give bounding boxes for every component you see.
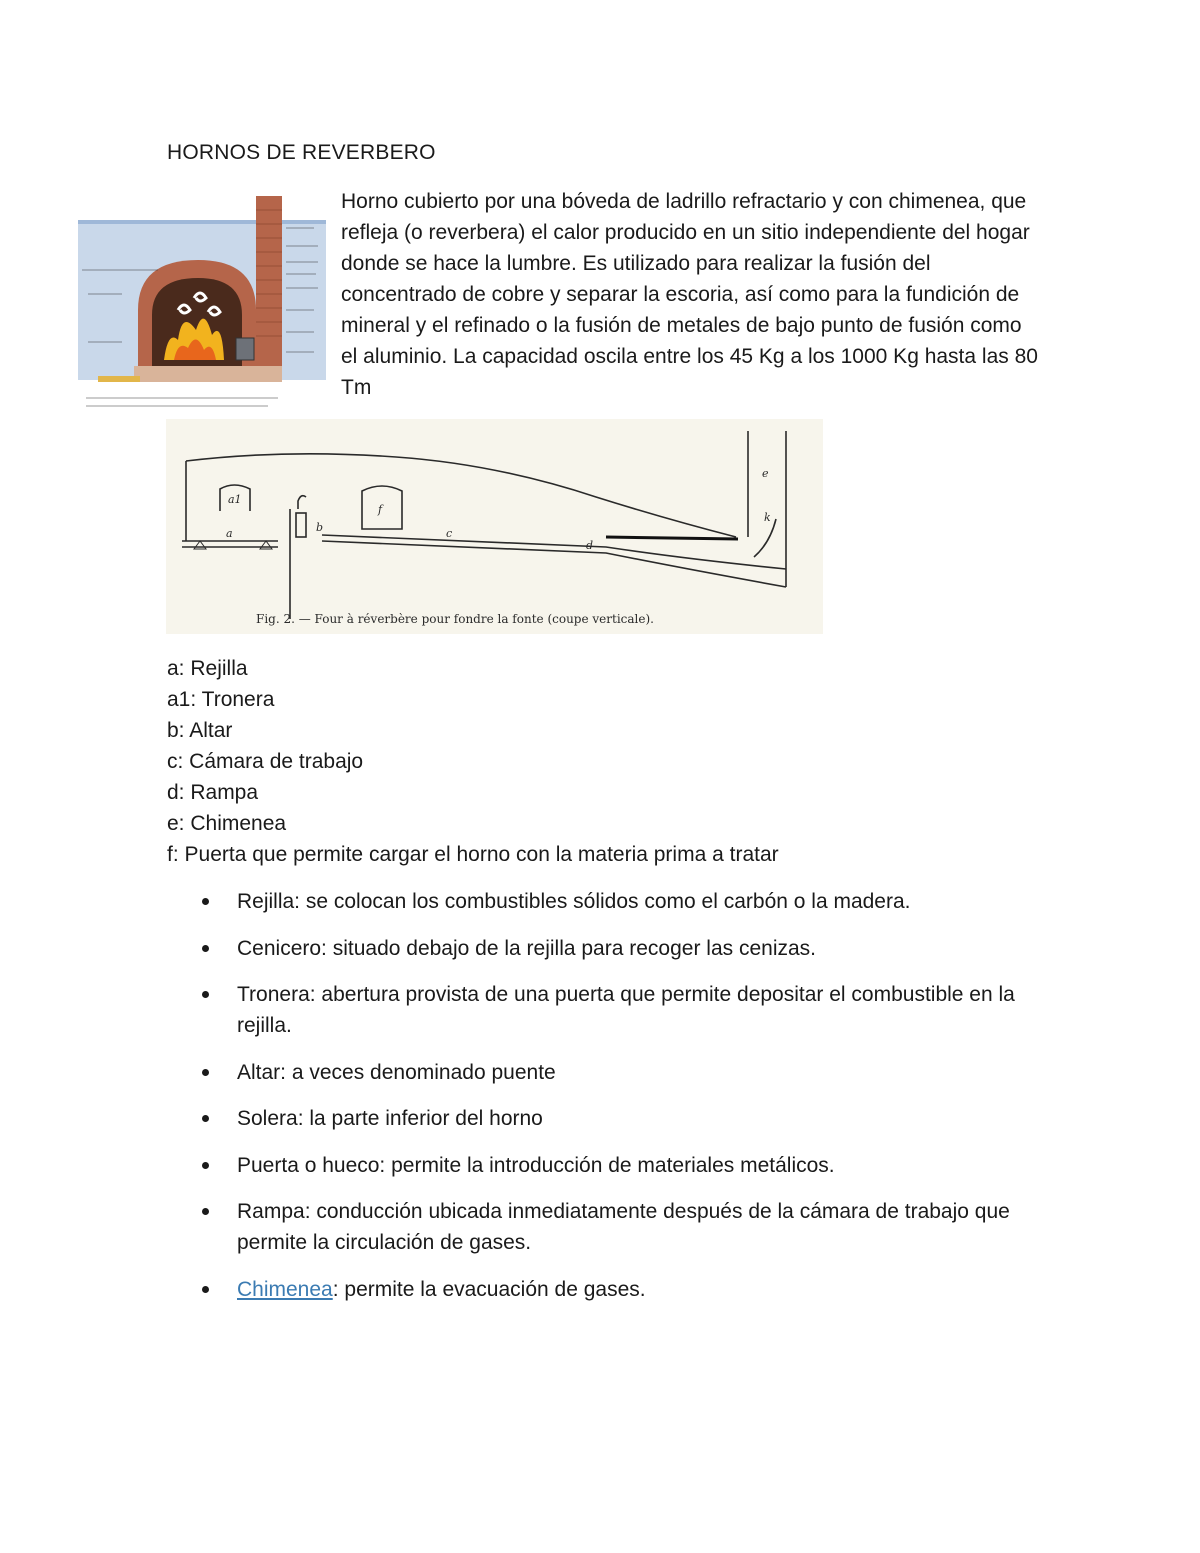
legend-item: a: Rejilla bbox=[167, 657, 248, 680]
list-item bbox=[167, 1150, 1067, 1181]
label-a: a bbox=[226, 527, 233, 540]
bullet-icon bbox=[202, 1286, 209, 1293]
bullet-icon bbox=[202, 898, 209, 905]
legend-item: b: Altar bbox=[167, 719, 233, 742]
label-c: c bbox=[446, 527, 453, 540]
legend-item: f: Puerta que permite cargar el horno con la materia prima a tratar bbox=[167, 843, 779, 866]
legend-item: c: Cámara de trabajo bbox=[167, 750, 364, 773]
list-item bbox=[167, 1103, 1067, 1134]
label-a1: a1 bbox=[228, 493, 242, 506]
legend-item: d: Rampa bbox=[167, 781, 259, 804]
bullet-icon bbox=[202, 991, 209, 998]
list-item-text: Cenicero: situado debajo de la rejilla para recoger las cenizas. bbox=[237, 936, 816, 960]
list-item-text: Rampa: conducción ubicada inmediatamente después de la cámara de trabajo que permite la circulación de gases. bbox=[237, 1200, 1010, 1254]
list-item bbox=[167, 1057, 1067, 1088]
component-list bbox=[167, 886, 1067, 1320]
list-item bbox=[167, 979, 1067, 1041]
list-item-text: Tronera: abertura provista de una puerta que permite depositar el combustible en la rejilla. bbox=[237, 983, 1015, 1037]
label-k: k bbox=[764, 511, 771, 524]
list-item-text: Altar: a veces denominado puente bbox=[237, 1060, 556, 1084]
label-e: e bbox=[762, 467, 769, 480]
label-b: b bbox=[316, 521, 324, 534]
bullet-icon bbox=[202, 1162, 209, 1169]
chimenea-link[interactable]: Chimenea bbox=[237, 1277, 333, 1301]
list-item-text: : permite la evacuación de gases. bbox=[332, 1277, 646, 1301]
reverberatory-furnace-cross-section bbox=[166, 419, 823, 634]
legend-item: a1: Tronera bbox=[167, 688, 275, 711]
bullet-icon bbox=[202, 945, 209, 952]
intro-paragraph: Horno cubierto por una bóveda de ladrillo refractario y con chimenea, que refleja (o reverbera) el calor producido en un sitio independiente del hogar donde se hace la lumbre. Es utilizado para realizar la fusión del concentrado de cobre y separar la escoria, así como para la fundición de mineral y el refinado o la fusión de metales de bajo punto de fusión como el aluminio. La capacidad oscila entre los 45 Kg a los 1000 Kg hasta las 80 Tm bbox=[341, 190, 1038, 399]
label-f: f bbox=[378, 503, 383, 516]
list-item bbox=[167, 1196, 1067, 1258]
list-item bbox=[167, 933, 1067, 964]
list-item-text: Solera: la parte inferior del horno bbox=[237, 1107, 543, 1130]
bullet-icon bbox=[202, 1115, 209, 1122]
bullet-icon bbox=[202, 1208, 209, 1215]
label-d: d bbox=[586, 539, 594, 552]
list-item bbox=[167, 1274, 1067, 1305]
legend-item: e: Chimenea bbox=[167, 812, 287, 835]
list-item-text: Rejilla: se colocan los combustibles sólidos como el carbón o la madera. bbox=[237, 890, 911, 913]
list-item-text: Puerta o hueco: permite la introducción de materiales metálicos. bbox=[237, 1153, 835, 1177]
furnace-illustration bbox=[78, 190, 326, 418]
figure-caption: Fig. 2. — Four à réverbère pour fondre la fonte (coupe verticale). bbox=[256, 612, 654, 626]
document-title: HORNOS DE REVERBERO bbox=[167, 141, 436, 164]
bullet-icon bbox=[202, 1069, 209, 1076]
legend-list bbox=[167, 653, 779, 870]
list-item bbox=[167, 886, 1067, 917]
